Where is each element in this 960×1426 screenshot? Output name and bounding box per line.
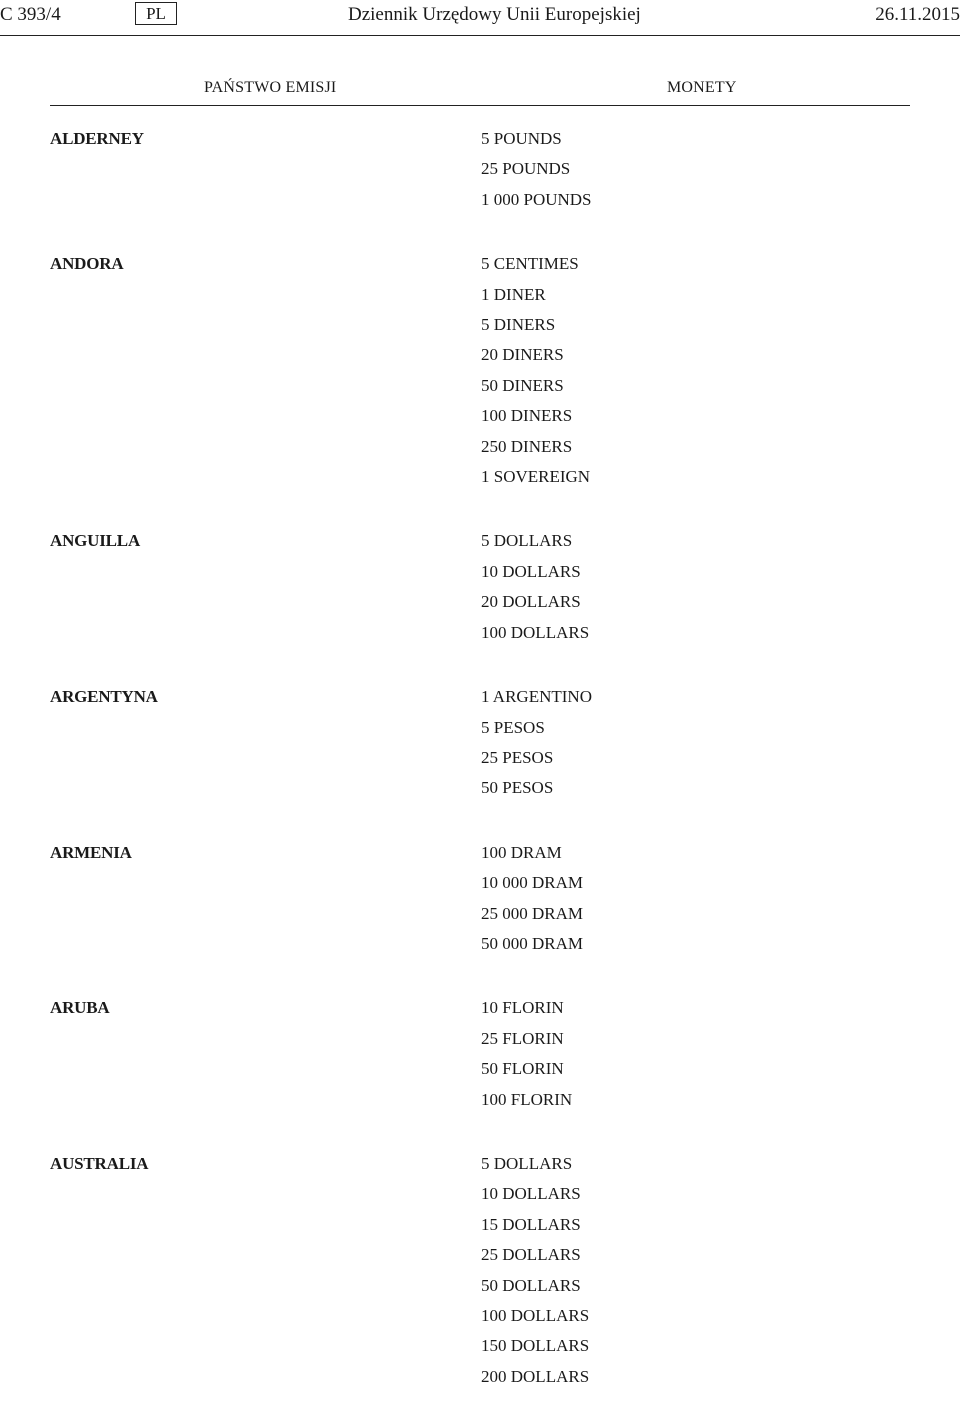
coin-item: 5 DINERS bbox=[481, 315, 556, 335]
coin-item: 5 PESOS bbox=[481, 717, 545, 737]
coin-item: 10 000 DRAM bbox=[481, 873, 584, 893]
country-name: ALDERNEY bbox=[50, 129, 144, 148]
coin-item: 1 SOVEREIGN bbox=[481, 467, 591, 487]
coin-item: 100 DRAM bbox=[481, 842, 562, 862]
coin-item: 20 DOLLARS bbox=[481, 592, 581, 612]
table-row bbox=[50, 1149, 910, 1392]
coin-item: 50 FLORIN bbox=[481, 1059, 564, 1079]
coin-list bbox=[481, 124, 592, 215]
coin-item: 5 DOLLARS bbox=[481, 1153, 573, 1173]
coin-item: 10 DOLLARS bbox=[481, 561, 581, 581]
header-divider bbox=[0, 35, 960, 36]
coin-item: 1 DINER bbox=[481, 284, 546, 304]
coin-list bbox=[481, 1149, 589, 1392]
document-reference: C 393/4 bbox=[0, 4, 61, 25]
coin-item: 25 000 DRAM bbox=[481, 903, 584, 923]
coin-item: 20 DINERS bbox=[481, 345, 564, 365]
coin-list bbox=[481, 993, 572, 1115]
coin-item: 5 DOLLARS bbox=[481, 531, 573, 551]
coin-item: 100 DINERS bbox=[481, 406, 573, 426]
coin-list bbox=[481, 249, 590, 492]
coin-item: 50 DINERS bbox=[481, 375, 564, 395]
column-header-country: PAŃSTWO EMISJI bbox=[204, 79, 337, 96]
table-row bbox=[50, 249, 910, 492]
coin-item: 150 DOLLARS bbox=[481, 1336, 590, 1356]
table-row bbox=[50, 526, 910, 648]
table-row bbox=[50, 993, 910, 1115]
country-name: ANDORA bbox=[50, 254, 124, 274]
coin-item: 1 000 POUNDS bbox=[481, 189, 592, 209]
coin-item: 25 FLORIN bbox=[481, 1028, 564, 1048]
coin-item: 25 DOLLARS bbox=[481, 1245, 581, 1265]
column-header-divider bbox=[50, 105, 910, 106]
publication-date: 26.11.2015 bbox=[875, 4, 960, 25]
coin-item: 50 DOLLARS bbox=[481, 1275, 581, 1295]
coin-item: 5 CENTIMES bbox=[481, 254, 579, 274]
coin-item: 100 DOLLARS bbox=[481, 1306, 590, 1325]
page-header bbox=[0, 0, 960, 36]
coin-item: 1 ARGENTINO bbox=[481, 687, 592, 707]
coin-item: 50 PESOS bbox=[481, 778, 554, 798]
coin-item: 200 DOLLARS bbox=[481, 1366, 590, 1386]
country-name: ARGENTYNA bbox=[50, 687, 158, 707]
coin-item: 25 POUNDS bbox=[481, 159, 571, 179]
table-row bbox=[50, 838, 910, 960]
coin-item: 250 DINERS bbox=[481, 436, 573, 456]
coin-item: 50 000 DRAM bbox=[481, 933, 584, 953]
column-header-coins: MONETY bbox=[667, 79, 737, 96]
country-name: ANGUILLA bbox=[50, 531, 141, 551]
country-name: ARUBA bbox=[50, 998, 110, 1018]
coin-list bbox=[481, 526, 589, 648]
coin-item: 5 POUNDS bbox=[481, 129, 562, 148]
coin-item: 15 DOLLARS bbox=[481, 1214, 581, 1234]
language-badge: PL bbox=[135, 2, 177, 25]
coin-item: 100 DOLLARS bbox=[481, 622, 590, 642]
coin-item: 10 DOLLARS bbox=[481, 1184, 581, 1204]
coin-item: 25 PESOS bbox=[481, 747, 554, 767]
coin-table bbox=[50, 124, 910, 1426]
table-row bbox=[50, 682, 910, 804]
country-name: ARMENIA bbox=[50, 842, 132, 862]
table-row bbox=[50, 124, 910, 215]
coin-list bbox=[481, 682, 592, 804]
journal-title: Dziennik Urzędowy Unii Europejskiej bbox=[348, 4, 641, 25]
coin-list bbox=[481, 838, 583, 960]
coin-item: 10 FLORIN bbox=[481, 998, 564, 1018]
country-name: AUSTRALIA bbox=[50, 1153, 149, 1173]
coin-item: 100 FLORIN bbox=[481, 1089, 573, 1109]
